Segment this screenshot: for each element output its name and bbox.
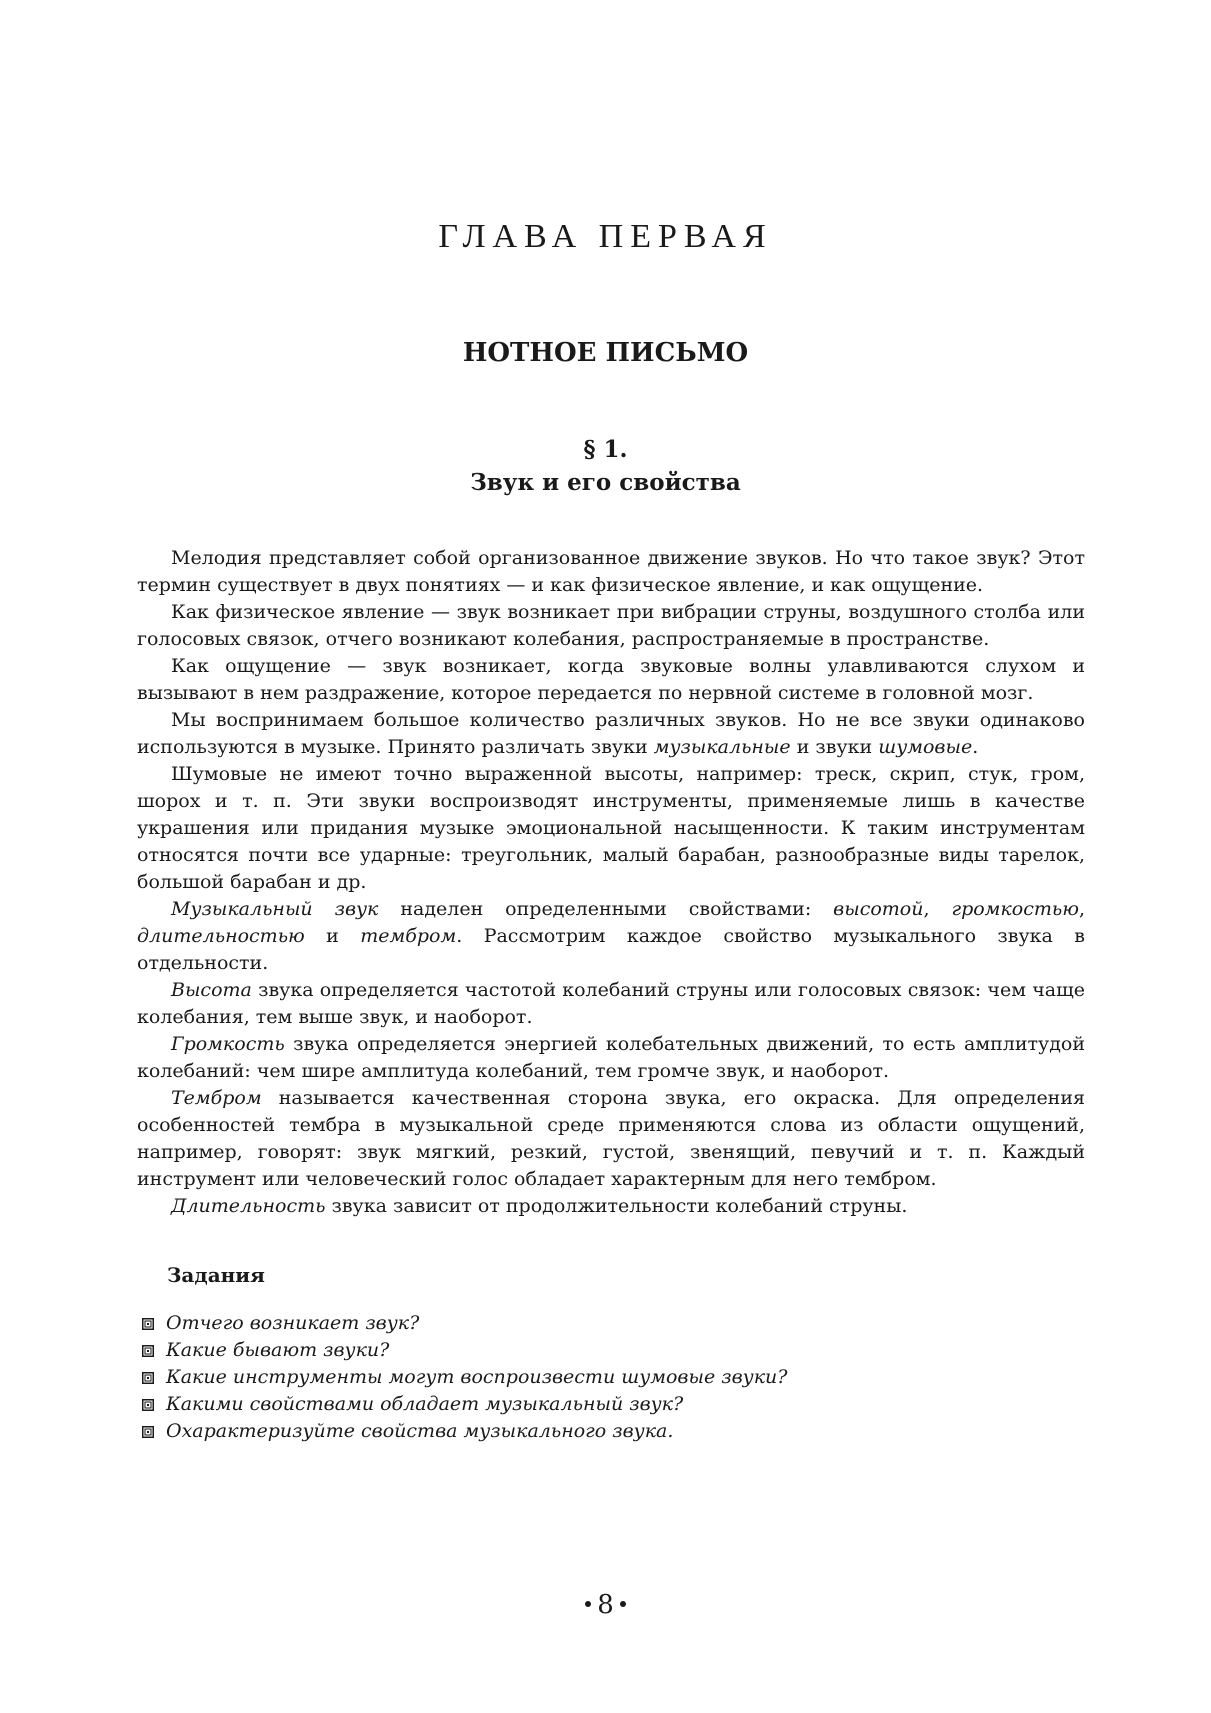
tasks-heading: Задания [167,1263,265,1287]
italic-term: длительностью [137,925,305,947]
text-run: Мелодия представляет собой организованное движение звуков. Но что такое звук? Этот термин существует в двух понятиях — и как физическое явление, и как ощущение. [137,547,1085,596]
text-run: Как физическое явление — звук возникает при вибрации струны, воздушного столба или голосовых связок, отчего возникают колебания, распространяемые в пространстве. [137,601,1085,650]
task-item [142,1391,787,1418]
body-paragraph [137,1193,1085,1220]
italic-term: Длительность [171,1195,326,1217]
text-run: , [923,898,952,920]
task-text: Охарактеризуйте свойства музыкального звука. [166,1420,674,1442]
page-number-right-dot [620,1601,626,1607]
text-run: Как ощущение — звук возникает, когда звуковые волны улавливаются слухом и вызывают в нем раздражение, которое передается по нервной системе в головной мозг. [137,655,1085,704]
body-paragraph [137,977,1085,1031]
body-paragraph [137,1031,1085,1085]
italic-term: высотой [833,898,924,920]
body-paragraph [137,545,1085,599]
task-item [142,1337,787,1364]
square-bullet-icon [142,1372,154,1384]
text-run: и звуки [790,736,879,758]
italic-term: тембром [360,925,457,947]
square-bullet-icon [142,1318,154,1330]
page-number-left-dot [585,1601,591,1607]
task-item [142,1310,787,1337]
chapter-name: НОТНОЕ ПИСЬМО [462,338,749,368]
text-run: , [1078,898,1085,920]
tasks-list [142,1310,787,1445]
body-paragraph [137,1085,1085,1193]
italic-term: шумовые [878,736,973,758]
italic-term: громкостью [951,898,1079,920]
body-paragraph [137,761,1085,896]
text-run: наделен определенными свойствами: [378,898,834,920]
chapter-title: ГЛАВА ПЕРВАЯ [438,218,773,255]
page-number [0,1590,1211,1620]
body-paragraph [137,707,1085,761]
task-text: Какие бывают звуки? [166,1339,390,1361]
text-run: Шумовые не имеют точно выраженной высоты, например: треск, скрип, стук, гром, шорох и т. п. Эти звуки воспроизводят инструменты, применяемые лишь в качестве украшения или придания музыке эмоциональной насыщенности. К таким инструментам относятся почти все ударные: треугольник, малый барабан, разнообразные виды тарелок, большой барабан и др. [137,763,1085,893]
task-text: Отчего возникает звук? [166,1312,420,1334]
square-bullet-icon [142,1426,154,1438]
task-item [142,1364,787,1391]
text-run: называется качественная сторона звука, его окраска. Для определения особенностей тембра в музыкальной среде применяются слова из области ощущений, например, говорят: звук мягкий, резкий, густой, звенящий, певучий и т. п. Каждый инструмент или человеческий голос обладает характерным для него тембром. [137,1087,1085,1190]
body-paragraph [137,599,1085,653]
text-run: и [304,925,361,947]
italic-term: Музыкальный звук [171,898,379,920]
body-paragraph [137,653,1085,707]
section-number: § 1. [583,436,628,463]
task-text: Какими свойствами обладает музыкальный звук? [166,1393,684,1415]
square-bullet-icon [142,1399,154,1411]
italic-term: музыкальные [653,736,791,758]
text-run: Мы воспринимаем большое количество различных звуков. Но не все звуки одинаково используются в музыке. Принято различать звуки [137,709,1085,758]
italic-term: Тембром [171,1087,262,1109]
text-run: . [972,736,979,758]
text-run: . Рассмотрим каждое свойство музыкального звука в отдельности. [137,925,1085,974]
task-item [142,1418,787,1445]
square-bullet-icon [142,1345,154,1357]
page-number-value: 8 [597,1590,614,1620]
body-paragraph [137,896,1085,977]
italic-term: Высота [171,979,252,1001]
body-text [137,545,1085,1220]
text-run: звука зависит от продолжительности колебаний струны. [325,1195,908,1217]
text-run: звука определяется энергией колебательных движений, то есть амплитудой колебаний: чем шире амплитуда колебаний, тем громче звук, и наоборот. [137,1033,1085,1082]
task-text: Какие инструменты могут воспроизвести шумовые звуки? [166,1366,788,1388]
section-title: Звук и его свойства [470,469,741,496]
text-run: звука определяется частотой колебаний струны или голосовых связок: чем чаще колебания, тем выше звук, и наоборот. [137,979,1085,1028]
italic-term: Громкость [171,1033,285,1055]
